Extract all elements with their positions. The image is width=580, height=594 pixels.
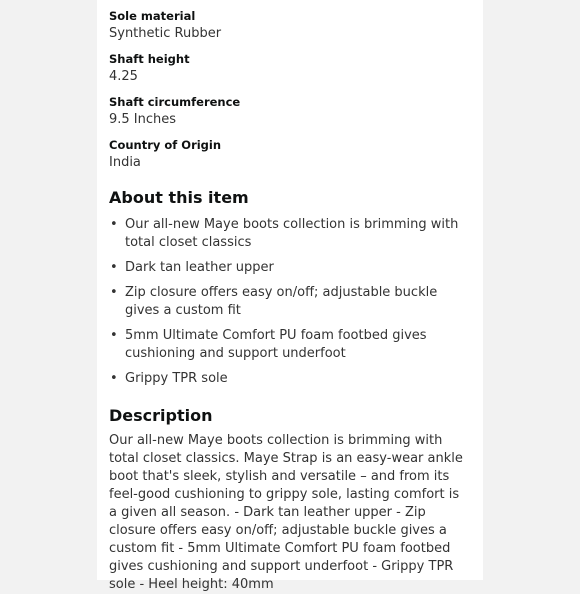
bullet-icon: • xyxy=(110,217,118,232)
bullet-text: Grippy TPR sole xyxy=(125,371,228,386)
description-heading: Description xyxy=(109,406,213,425)
bullet-icon: • xyxy=(110,260,118,275)
about-heading: About this item xyxy=(109,188,249,207)
spec-value: 4.25 xyxy=(109,69,138,84)
bullet-text: Zip closure offers easy on/off; adjustable buckle gives a custom fit xyxy=(125,285,438,318)
bullet-text: Our all-new Maye boots collection is brimming with total closet classics xyxy=(125,217,459,250)
spec-label: Sole material xyxy=(109,9,196,23)
list-item xyxy=(109,259,471,277)
spec-value: 9.5 Inches xyxy=(109,112,177,127)
bullet-icon: • xyxy=(110,371,118,386)
about-bullet-list xyxy=(109,216,471,388)
bullet-text: 5mm Ultimate Comfort PU foam footbed gives cushioning and support underfoot xyxy=(125,328,427,361)
spec-sole-material xyxy=(109,8,471,43)
list-item xyxy=(109,284,471,320)
spec-country-of-origin xyxy=(109,137,471,172)
spec-shaft-height xyxy=(109,51,471,86)
spec-label: Country of Origin xyxy=(109,138,222,152)
spec-value: Synthetic Rubber xyxy=(109,26,222,41)
spec-label: Shaft height xyxy=(109,52,190,66)
spec-shaft-circumference xyxy=(109,94,471,129)
spec-label: Shaft circumference xyxy=(109,95,241,109)
list-item xyxy=(109,370,471,388)
product-details-panel xyxy=(97,0,483,592)
bullet-text: Dark tan leather upper xyxy=(125,260,274,275)
list-item xyxy=(109,327,471,363)
bullet-icon: • xyxy=(110,328,118,343)
spec-value: India xyxy=(109,155,141,170)
description-text: Our all-new Maye boots collection is brimming with total closet classics. Maye Strap is an easy-wear ankle boot that's sleek, stylish and versatile – and from its feel-good cushioning to grippy sole, lasting comfort is a given all season. - Dark tan leather upper - Zip closure offers easy on/off; adjustable buckle gives a custom fit - 5mm Ultimate Comfort PU foam footbed gives cushioning and support underfoot - Grippy TPR sole - Heel height: 40mm xyxy=(109,433,463,592)
product-details-content xyxy=(109,8,471,594)
bullet-icon: • xyxy=(110,285,118,300)
list-item xyxy=(109,216,471,252)
